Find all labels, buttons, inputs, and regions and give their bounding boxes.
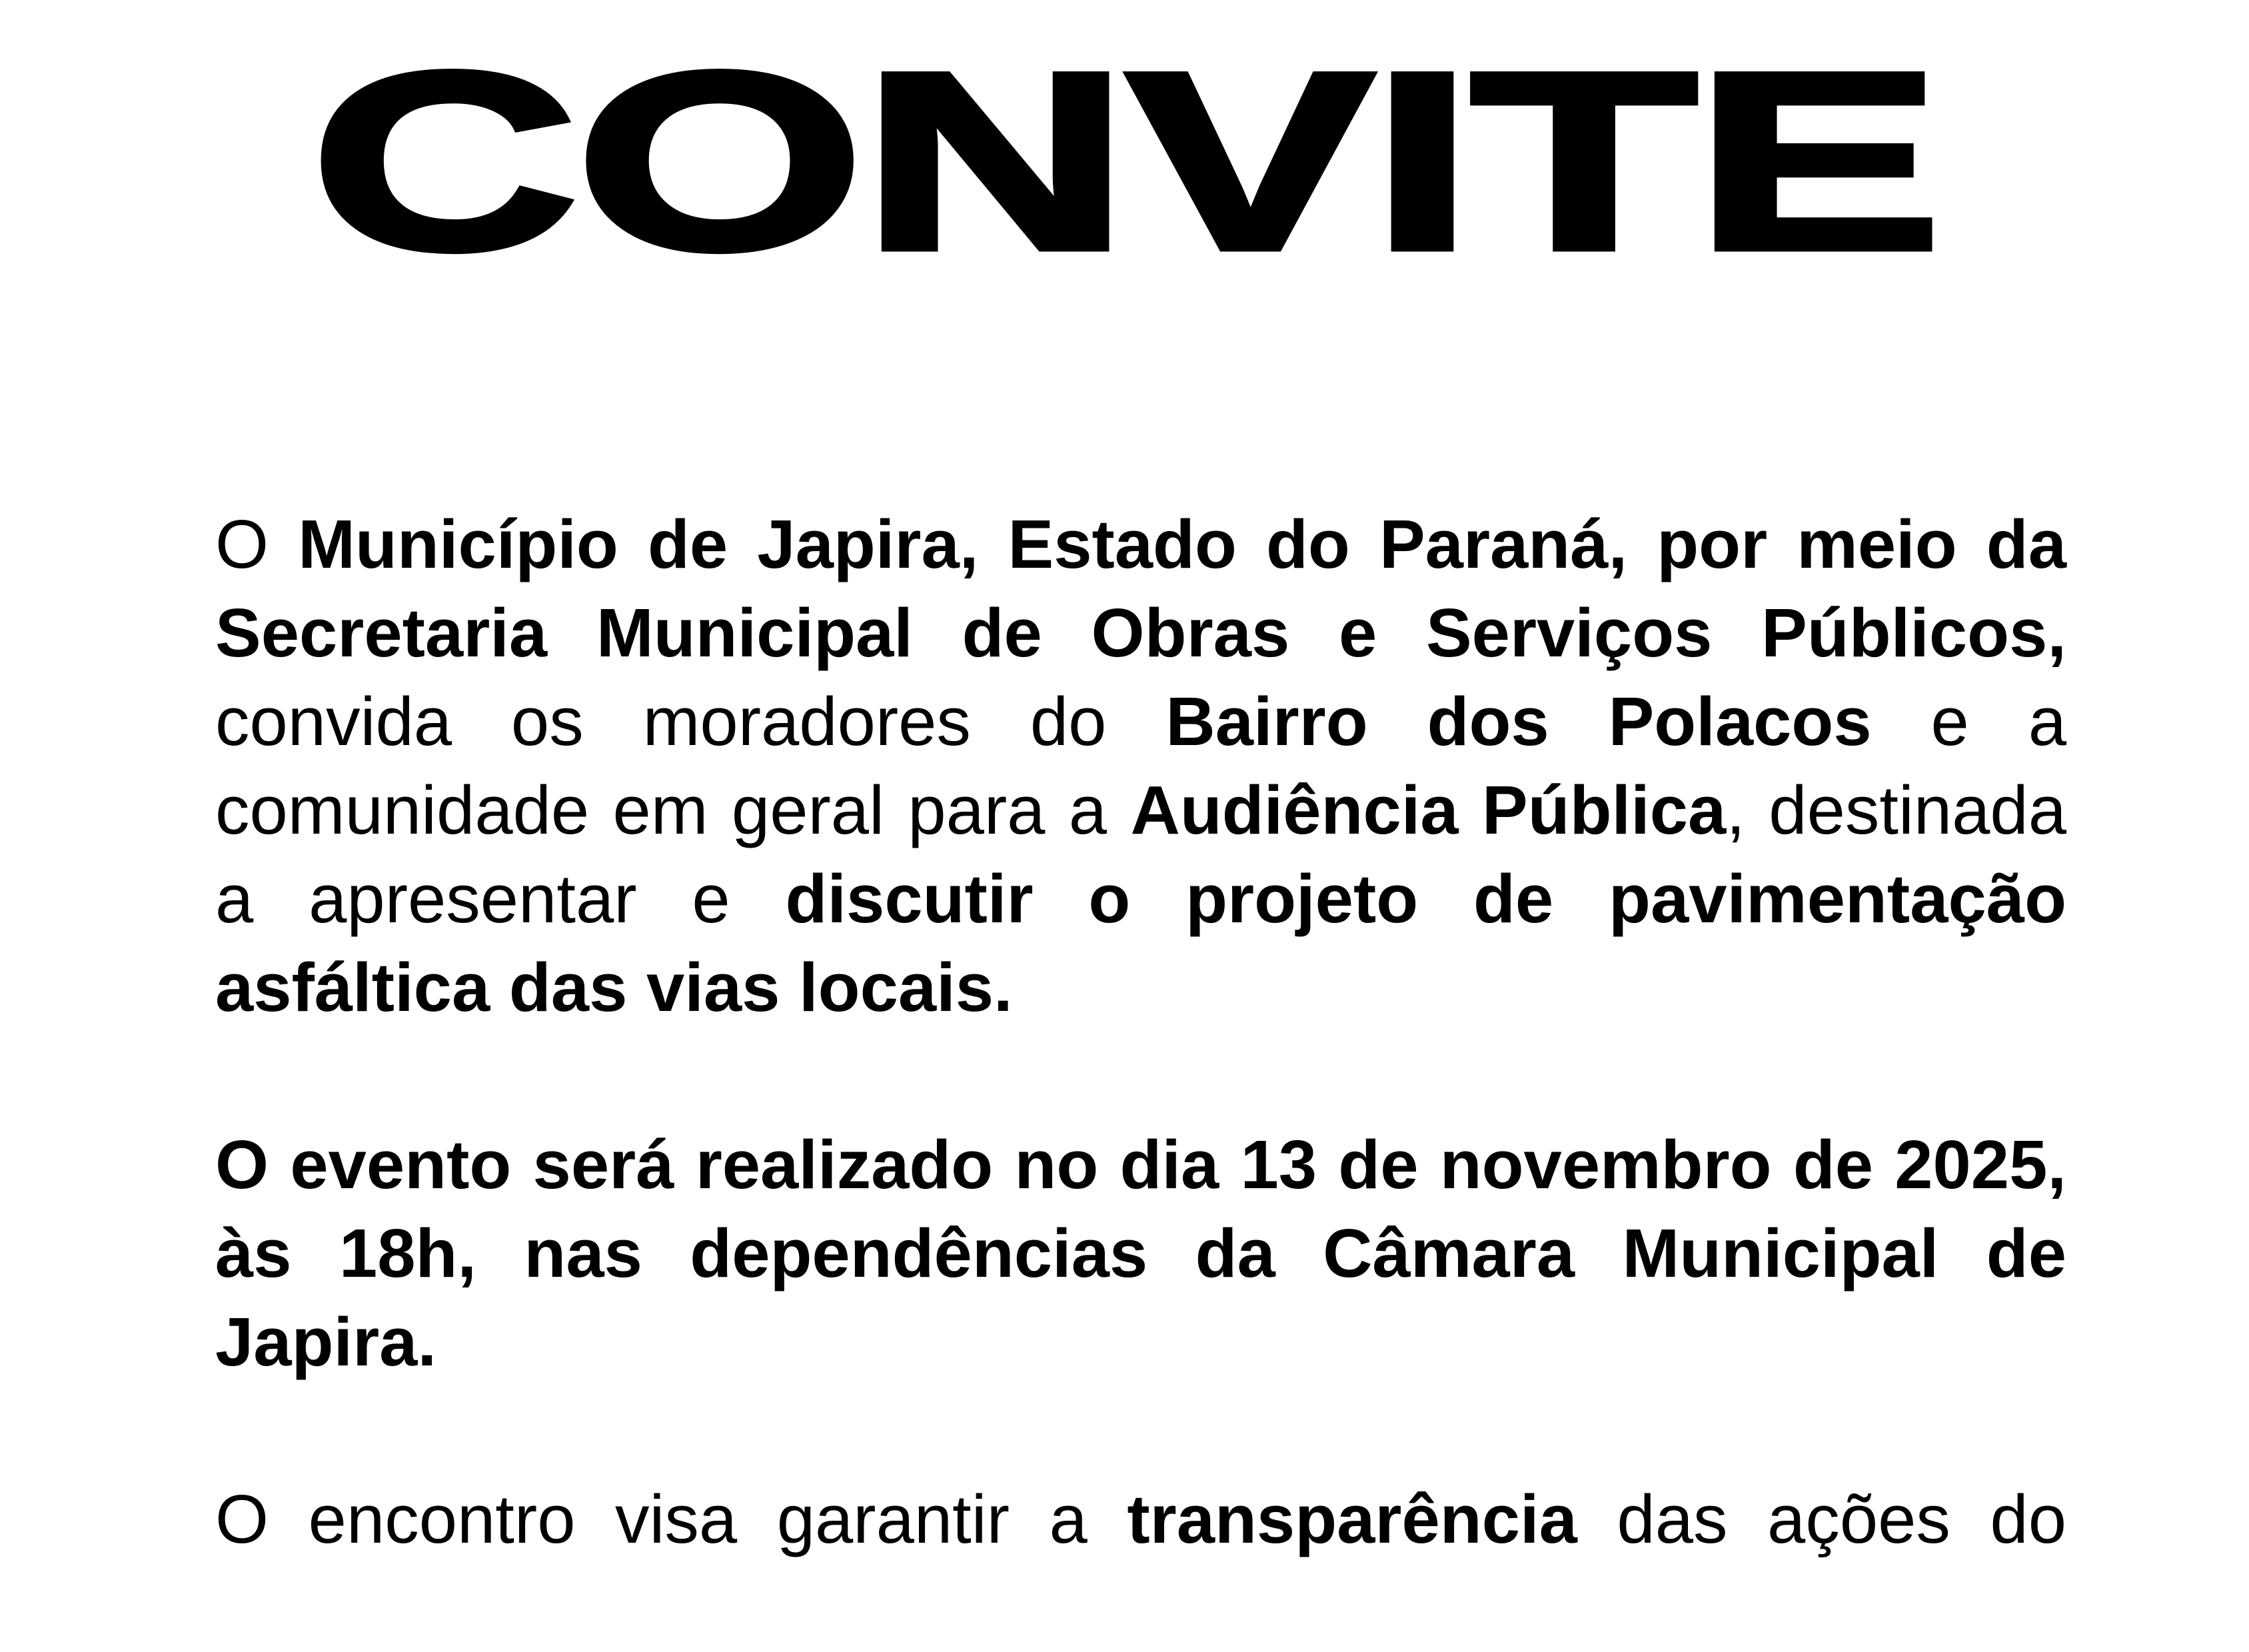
body-text [215, 500, 2066, 1652]
body-paragraph [215, 1120, 2066, 1386]
text-run: das ações do [1577, 1481, 2066, 1557]
text-run: O [215, 506, 299, 582]
bold-run: Município de Japira, Estado do Paraná, por meio da Secretaria Municipal de Obras e Serviços Públicos, [215, 506, 2067, 671]
page-title: CONVITE [310, 19, 1939, 303]
bold-run: discutir o projeto de pavimentação asfáltica das vias locais. [215, 860, 2066, 1026]
title-block [0, 19, 2249, 315]
body-paragraph [215, 500, 2066, 1032]
bold-run: O evento será realizado no dia 13 de novembro de 2025, às 18h, nas dependências da Câmara Municipal de Japira. [215, 1126, 2066, 1380]
text-run: e a comunidade em geral para a [215, 683, 2066, 848]
text-run: O encontro visa garantir a [215, 1481, 1127, 1557]
bold-run: Audiência Pública [1130, 772, 1727, 848]
body-paragraph [215, 1475, 2066, 1563]
bold-run: Bairro dos Polacos [1165, 683, 1872, 760]
bold-run: transparência [1127, 1481, 1577, 1557]
text-run: convida os moradores do [215, 683, 1166, 760]
text-run: , destinada a apresentar e [215, 772, 2067, 937]
